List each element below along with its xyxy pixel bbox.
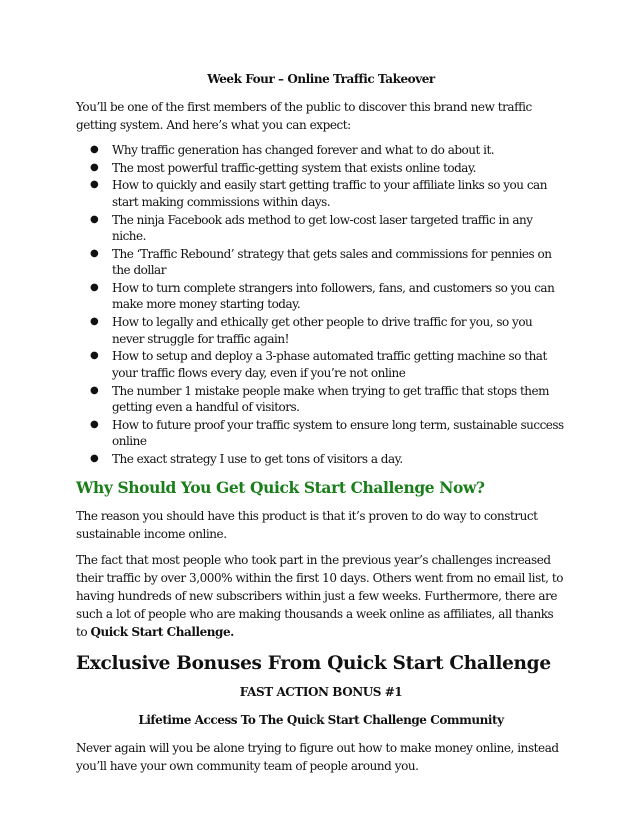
bullet-icon: ● xyxy=(90,384,99,396)
benefits-list xyxy=(76,142,566,467)
why-paragraph-2 xyxy=(76,551,566,641)
list-item-text: Why traffic generation has changed forever and what to do about it. xyxy=(112,143,495,157)
list-item-text: The most powerful traffic-getting system that exists online today. xyxy=(112,160,476,175)
bullet-icon: ● xyxy=(90,281,99,293)
list-item xyxy=(90,177,566,210)
list-item-text: How to turn complete strangers into followers, fans, and customers so you can make more money starting today. xyxy=(112,280,555,312)
intro-paragraph: You’ll be one of the first members of the public to discover this brand new traffic getting system. And here’s what you can expect: xyxy=(76,100,532,132)
bullet-icon: ● xyxy=(90,161,99,173)
list-item xyxy=(90,383,566,416)
section-title: Week Four – Online Traffic Takeover xyxy=(207,72,435,86)
bullet-icon: ● xyxy=(90,350,99,362)
list-item-text: How to future proof your traffic system to ensure long term, sustainable success online xyxy=(112,417,564,449)
list-item-text: The number 1 mistake people make when trying to get traffic that stops them getting even a handful of visitors. xyxy=(112,383,549,414)
list-item xyxy=(90,160,566,177)
why-paragraph-2-text: The fact that most people who took part in the previous year’s challenges increased their traffic by over 3,000% within the first 10 days. Others went from no email list, to having hundreds of new subscribers within just a few weeks. Furthermore, there are such a lot of people who are making thousands a week online as affiliates, all thanks to xyxy=(76,553,564,640)
document-page xyxy=(76,70,566,775)
bullet-icon: ● xyxy=(90,418,99,430)
bullet-icon: ● xyxy=(90,179,99,191)
list-item-text: How to setup and deploy a 3-phase automated traffic getting machine so that your traffic flows every day, even if you’re not online xyxy=(112,349,547,380)
list-item xyxy=(90,348,566,381)
bullet-icon: ● xyxy=(90,316,99,328)
product-name-bold: Quick Start Challenge. xyxy=(90,625,234,640)
bonus-heading: Exclusive Bonuses From Quick Start Challenge xyxy=(76,653,551,675)
bullet-icon: ● xyxy=(90,144,99,155)
bonus-title: Lifetime Access To The Quick Start Challenge Community xyxy=(138,713,504,728)
list-item xyxy=(90,280,566,313)
list-item xyxy=(90,246,566,279)
list-item-text: How to quickly and easily start getting traffic to your affiliate links so you can start making commissions within days. xyxy=(112,178,547,209)
why-paragraph-1: The reason you should have this product is that it’s proven to do way to construct sustainable income online. xyxy=(76,509,538,542)
list-item-text: The ‘Traffic Rebound’ strategy that gets sales and commissions for pennies on the dollar xyxy=(112,246,552,278)
why-heading: Why Should You Get Quick Start Challenge Now? xyxy=(76,478,485,498)
list-item-text: How to legally and ethically get other people to drive traffic for you, so you never struggle for traffic again! xyxy=(112,315,533,346)
list-item-text: The exact strategy I use to get tons of visitors a day. xyxy=(112,451,403,466)
list-item xyxy=(90,451,566,468)
list-item-text: The ninja Facebook ads method to get low-cost laser targeted traffic in any niche. xyxy=(112,212,533,244)
bonus-label: FAST ACTION BONUS #1 xyxy=(239,685,403,700)
list-item xyxy=(90,314,566,347)
list-item xyxy=(90,142,566,159)
list-item xyxy=(90,417,566,450)
bonus-paragraph: Never again will you be alone trying to figure out how to make money online, instead you’ll have your own community team of people around you. xyxy=(76,741,559,774)
bullet-icon: ● xyxy=(90,452,99,464)
bullet-icon: ● xyxy=(90,247,99,259)
bullet-icon: ● xyxy=(90,213,99,225)
list-item xyxy=(90,212,566,245)
